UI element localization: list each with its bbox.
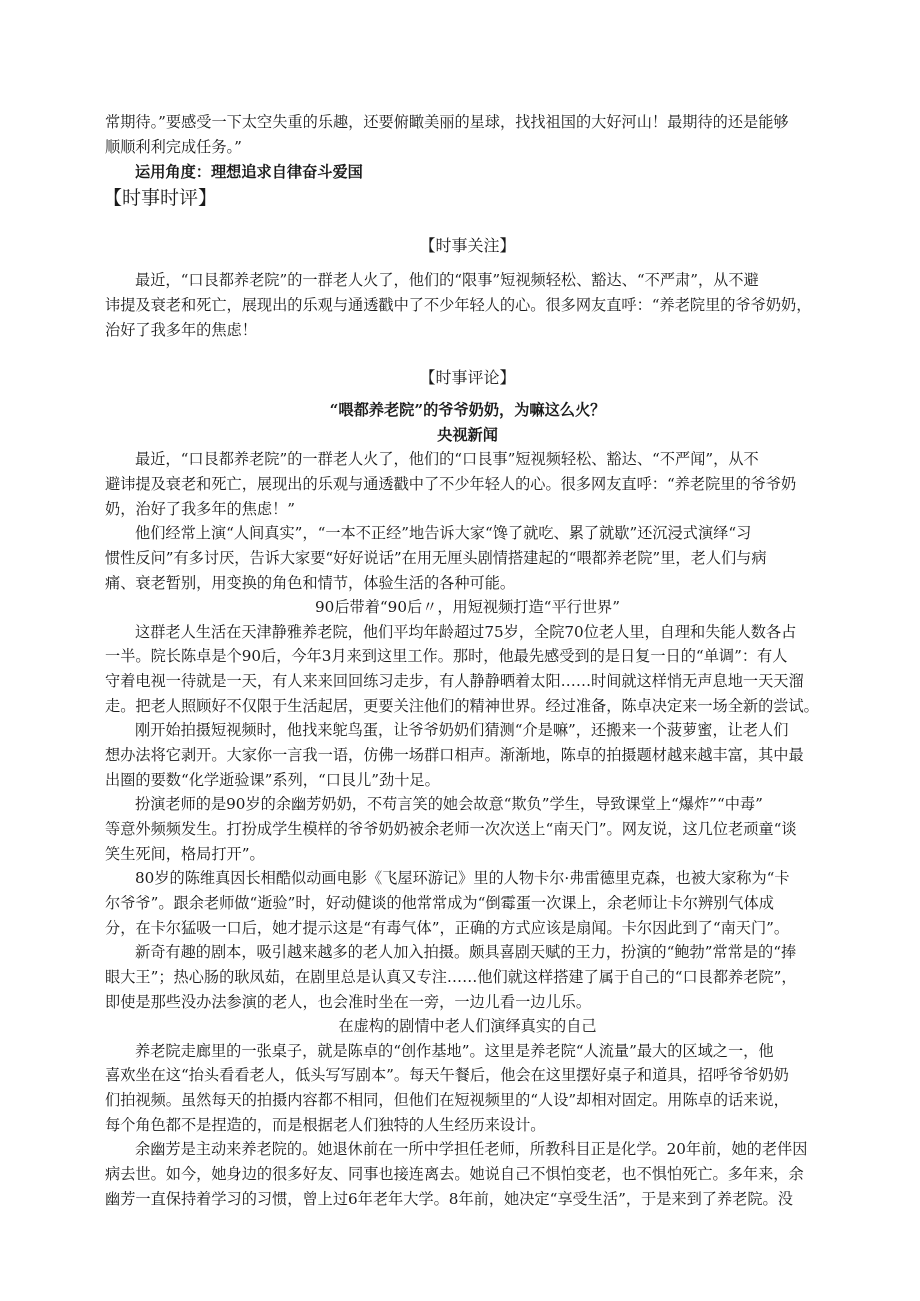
intro-line-1: 常期待。”要感受一下太空失重的乐趣，还要俯瞰美丽的星球，找找祖国的大好河山！最期待的还是能够 xyxy=(105,113,789,131)
p7-line-1: 新奇有趣的剧本，吸引越来越多的老人加入拍摄。颇具喜剧天赋的王力，扮演的“鲍勃”常常是的“捧 xyxy=(135,943,797,961)
focus-line-3: 治好了我多年的焦虑！ xyxy=(105,321,257,339)
p4-line-2: 想办法将它剥开。大家你一言我一语，仿佛一场群口相声。渐渐地，陈卓的拍摄题材越来越丰富，其中最 xyxy=(105,746,804,764)
article-title: “喂都养老院”的爷爷奶奶，为嘛这么火？ xyxy=(329,401,606,419)
p2-line-3: 痛、衰老暂别，用变换的角色和情节，体验生活的各种可能。 xyxy=(105,574,516,592)
p1-line-2: 避讳提及衰老和死亡，展现出的乐观与通透戳中了不少年轻人的心。很多网友直呼：“养老院里的爷爷奶 xyxy=(105,475,797,493)
p7-line-2: 眼大王”；热心肠的耿凤茹，在剧里总是认真又专注……他们就这样搭建了属于自己的“口艮都养老院”， xyxy=(105,968,797,986)
section-title: 【时事时评】 xyxy=(103,187,218,209)
p8-line-4: 每个角色都不是捏造的，而是根据老人们独特的人生经历来设计。 xyxy=(105,1116,546,1134)
p3-line-4: 走。把老人照顾好不仅限于生活起居，更要关注他们的精神世界。经过准备，陈卓决定来一场全新的尝试。 xyxy=(105,697,819,715)
usage-angle: 运用角度：理想追求自律奋斗爱国 xyxy=(135,163,363,181)
focus-line-2: 讳提及衰老和死亡，展现出的乐观与通透戳中了不少年轻人的心。很多网友直呼：“养老院里的爷爷奶奶， xyxy=(105,296,812,314)
p3-line-2: 一半。院长陈卓是个90后，今年3月来到这里工作。那时，他最先感受到的是日复一日的“单调”：有人 xyxy=(105,647,788,665)
p1-line-1: 最近，“口艮都养老院”的一群老人火了，他们的“口艮事”短视频轻松、豁达、“不严闻”，从不 xyxy=(135,450,759,468)
focus-heading: 【时事关注】 xyxy=(419,236,516,255)
p6-line-1: 80岁的陈维真因长相酷似动画电影《飞屋环游记》里的人物卡尔·弗雷德里克森，也被大家称为“卡 xyxy=(135,869,790,887)
p9-line-3: 幽芳一直保持着学习的习惯，曾上过6年老年大学。8年前，她决定“享受生活”，于是来到了养老院。没 xyxy=(105,1190,793,1208)
p2-line-1: 他们经常上演“人间真实”，“一本不正经”地告诉大家“馋了就吃、累了就歇”还沉浸式演绎“习 xyxy=(135,524,752,542)
p7-line-3: 即使是那些没办法参演的老人，也会准时坐在一旁，一边儿看一边儿乐。 xyxy=(105,993,591,1011)
p5-line-2: 等意外频频发生。打扮成学生模样的爷爷奶奶被余老师一次次送上“南天门”。网友说，这几位老顽童“谈 xyxy=(105,820,797,838)
p4-line-1: 刚开始拍摄短视频时，他找来鸵鸟蛋，让爷爷奶奶们猜测“介是嘛”，还搬来一个菠萝蜜，让老人们 xyxy=(135,721,789,739)
p8-line-2: 喜欢坐在这“抬头看看老人，低头写写剧本”。每天午餐后，他会在这里摆好桌子和道具，招呼爷爷奶奶 xyxy=(105,1066,789,1084)
p5-line-3: 笑生死间，格局打开”。 xyxy=(105,845,265,863)
p6-line-2: 尔爷爷”。跟余老师做“逝验”时，好动健谈的他常常成为“倒霉蛋一次课上，余老师让卡尔辨别气体成 xyxy=(105,894,774,912)
article-source: 央视新闻 xyxy=(437,426,498,444)
p9-line-2: 病去世。如今，她身边的很多好友、同事也接连离去。她说自己不惧怕变老，也不惧怕死亡。多年来，余 xyxy=(105,1165,804,1183)
subhead-1: 90后带着“90后〃，用短视频打造“平行世界” xyxy=(315,598,620,616)
p8-line-1: 养老院走廊里的一张桌子，就是陈卓的“创作基地”。这里是养老院“人流量”最大的区域之一，他 xyxy=(135,1042,774,1060)
p1-line-3: 奶，治好了我多年的焦虑！” xyxy=(105,500,296,518)
comment-heading: 【时事评论】 xyxy=(419,368,516,387)
intro-line-2: 顺顺利利完成任务。” xyxy=(105,138,242,156)
p4-line-3: 出圈的要数“化学逝验课”系列，“口艮儿”劲十足。 xyxy=(105,771,440,789)
p5-line-1: 扮演老师的是90岁的余幽芳奶奶，不苟言笑的她会故意“欺负”学生，导致课堂上“爆炸”“中毒” xyxy=(135,795,763,813)
p8-line-3: 们拍视频。虽然每天的拍摄内容都不相同，但他们在短视频里的“人设”却相对固定。用陈卓的话来说， xyxy=(105,1091,789,1109)
p6-line-3: 分，在卡尔猛吸一口后，她才提示这是“有毒气体”，正确的方式应该是扇闻。卡尔因此到了“南天门”。 xyxy=(105,919,790,937)
subhead-2: 在虚构的剧情中老人们演绎真实的自己 xyxy=(338,1017,597,1035)
p9-line-1: 余幽芳是主动来养老院的。她退休前在一所中学担任老师，所教科目正是化学。20年前，她的老伴因 xyxy=(135,1140,808,1158)
p2-line-2: 惯性反问”有多讨厌，告诉大家要“好好说话”在用无厘头剧情搭建起的“喂都养老院”里，老人们与病 xyxy=(105,549,767,567)
p3-line-3: 守着电视一待就是一天，有人来来回回练习走步，有人静静晒着太阳……时间就这样悄无声息地一天天溜 xyxy=(105,672,804,690)
p3-line-1: 这群老人生活在天津静雅养老院，他们平均年龄超过75岁，全院70位老人里，自理和失能人数各占 xyxy=(135,623,797,641)
focus-line-1: 最近，“口艮都养老院”的一群老人火了，他们的“限事”短视频轻松、豁达、“不严肃”，从不避 xyxy=(135,271,759,289)
